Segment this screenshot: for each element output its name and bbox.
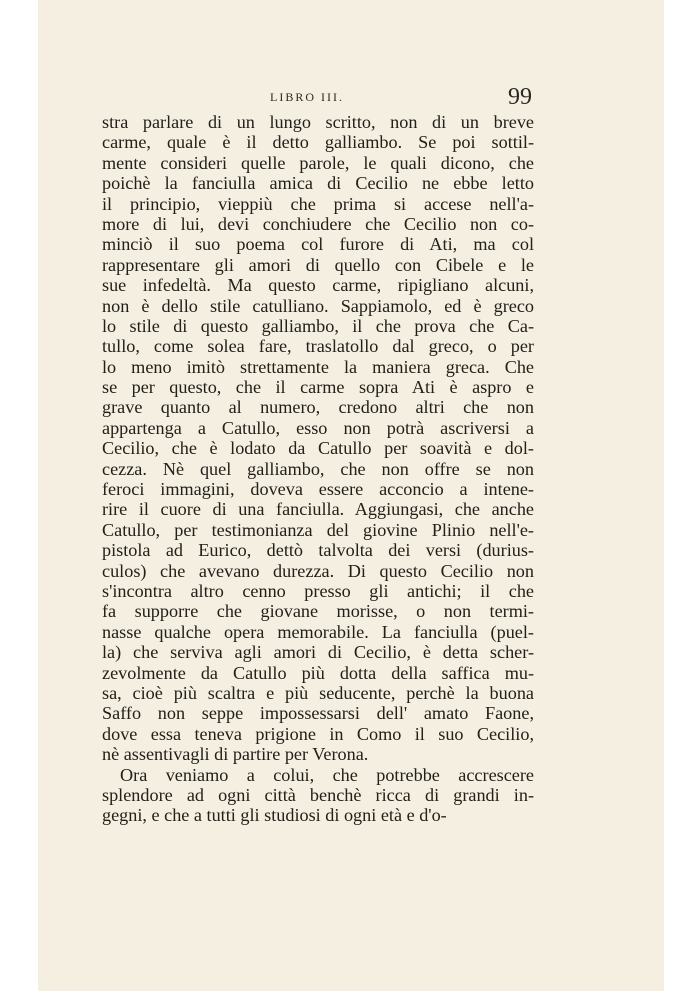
text-line: sue infedeltà. Ma questo carme, ripigliano alcuni, <box>102 275 534 296</box>
text-line: zevolmente da Catullo più dotta della saffica mu- <box>102 662 534 683</box>
text-line: poichè la fanciulla amica di Cecilio ne ebbe letto <box>102 173 534 194</box>
text-line: appartenga a Catullo, esso non potrà ascriversi a <box>102 417 534 438</box>
body-text <box>102 112 534 826</box>
text-line: sa, cioè più scaltra e più seducente, perchè la buona <box>102 682 534 703</box>
text-line: tullo, come solea fare, traslatollo dal greco, o per <box>102 336 534 357</box>
text-line: lo meno imitò strettamente la maniera greca. Che <box>102 356 534 377</box>
text-line: culos) che avevano durezza. Di questo Cecilio non <box>102 560 534 581</box>
text-line: grave quanto al numero, credono altri che non <box>102 397 534 418</box>
text-line: s'incontra altro cenno presso gli antichi; il che <box>102 580 534 601</box>
page-header <box>96 84 532 110</box>
text-line: pistola ad Eurico, dettò talvolta dei versi (durius- <box>102 540 534 561</box>
text-line: feroci immagini, doveva essere acconcio a intene- <box>102 479 534 500</box>
text-line: rire il cuore di una fanciulla. Aggiungasi, che anche <box>102 499 534 520</box>
text-line: Catullo, per testimonianza del giovine Plinio nell'e- <box>102 519 534 540</box>
text-line: Cecilio, che è lodato da Catullo per soavità e dol- <box>102 438 534 459</box>
text-line: rappresentare gli amori di quello con Cibele e le <box>102 254 534 275</box>
text-line: lo stile di questo galliambo, il che prova che Ca- <box>102 315 534 336</box>
text-line: se per questo, che il carme sopra Ati è aspro e <box>102 377 534 398</box>
text-line: nasse qualche opera memorabile. La fanciulla (puel- <box>102 621 534 642</box>
text-line: Ora veniamo a colui, che potrebbe accrescere <box>120 764 534 785</box>
text-line: dove essa teneva prigione in Como il suo Cecilio, <box>102 723 534 744</box>
text-line: la) che serviva agli amori di Cecilio, è detta scher- <box>102 642 534 663</box>
text-line: more di lui, devi conchiudere che Cecilio non co- <box>102 213 534 234</box>
text-line: splendore ad ogni città benchè ricca di grandi in- <box>102 784 534 805</box>
paragraph <box>102 765 534 826</box>
text-line: mente consideri quelle parole, le quali dicono, che <box>102 152 534 173</box>
text-line: nè assentivagli di partire per Verona. <box>102 744 369 765</box>
page-number: 99 <box>508 84 532 110</box>
text-line: il principio, vieppiù che prima si accese nell'a- <box>102 193 534 214</box>
paragraph <box>102 112 534 765</box>
text-line: minciò il suo poema col furore di Ati, ma col <box>102 234 534 255</box>
text-line: non è dello stile catulliano. Sappiamolo, ed è greco <box>102 295 534 316</box>
text-line: stra parlare di un lungo scritto, non di un breve <box>102 112 534 132</box>
text-line: cezza. Nè quel galliambo, che non offre se non <box>102 458 534 479</box>
text-line: Saffo non seppe impossessarsi dell' amato Faone, <box>102 703 534 724</box>
running-head: LIBRO III. <box>270 90 344 104</box>
text-line: carme, quale è il detto galliambo. Se poi sottil- <box>102 132 534 153</box>
text-line: gegni, e che a tutti gli studiosi di ogni età e d'o- <box>102 805 447 826</box>
text-line: fa supporre che giovane morisse, o non termi- <box>102 601 534 622</box>
